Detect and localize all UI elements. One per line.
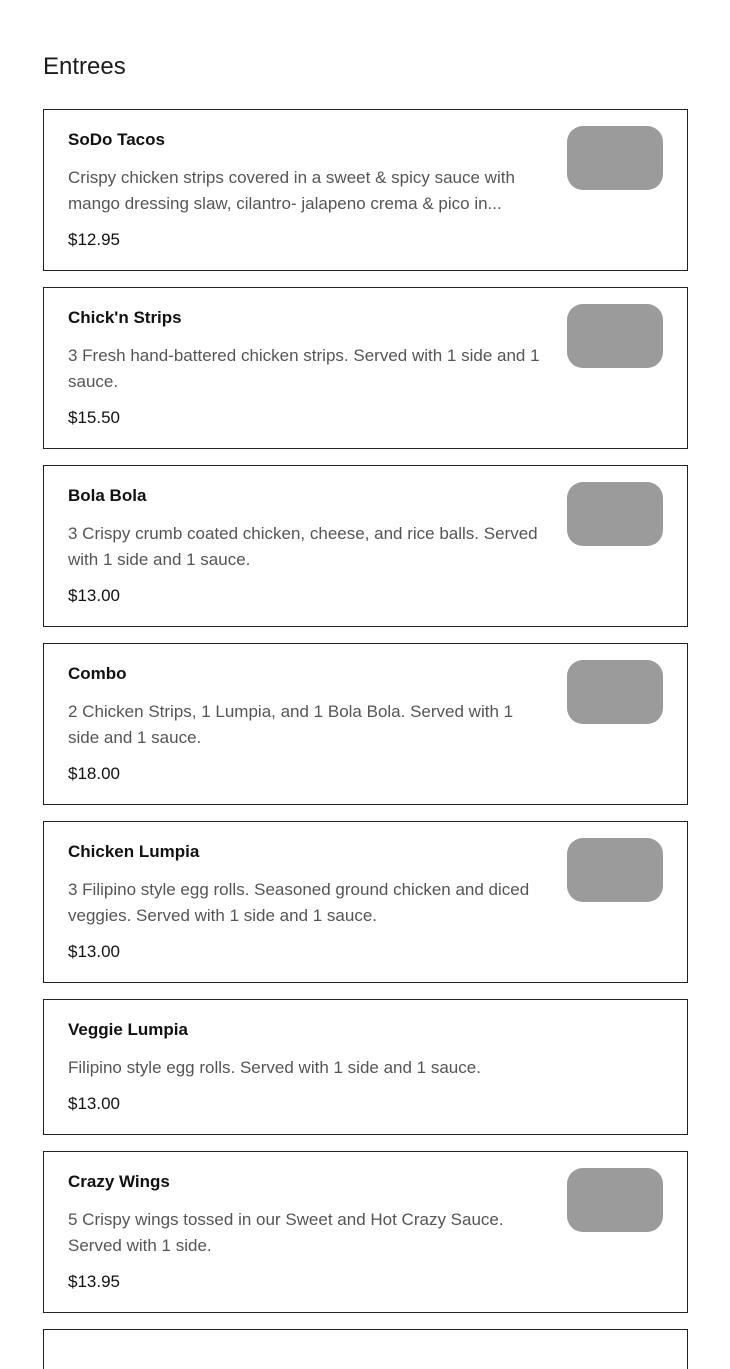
menu-item-image-placeholder [567,838,663,902]
menu-item-image-placeholder [567,660,663,724]
menu-item-card-partial[interactable] [43,1329,688,1369]
menu-item-text [68,1171,546,1293]
menu-item-price: $13.95 [68,1272,120,1291]
menu-item-list [43,109,688,1369]
menu-item-name: SoDo Tacos [68,130,165,149]
menu-item-card[interactable] [43,287,688,449]
menu-item-name: Crazy Wings [68,1172,170,1191]
menu-item-text [68,485,546,607]
menu-item-text [68,841,546,963]
section-title-entrees: Entrees [43,53,126,80]
menu-item-name: Chicken Lumpia [68,842,200,861]
menu-item-text [68,1019,648,1115]
menu-item-name: Combo [68,664,127,683]
menu-item-price: $15.50 [68,408,120,427]
menu-item-description: 2 Chicken Strips, 1 Lumpia, and 1 Bola Bola. Served with 1 side and 1 sauce. [68,702,514,747]
menu-item-image-placeholder [567,1168,663,1232]
menu-item-description: Filipino style egg rolls. Served with 1 side and 1 sauce. [68,1058,481,1077]
menu-item-card[interactable] [43,109,688,271]
menu-item-description: 3 Fresh hand-battered chicken strips. Served with 1 side and 1 sauce. [68,346,540,391]
menu-item-image-placeholder [567,304,663,368]
menu-item-name: Chick'n Strips [68,308,182,327]
menu-item-name: Veggie Lumpia [68,1020,188,1039]
menu-item-price: $18.00 [68,764,120,783]
menu-item-price: $13.00 [68,942,120,961]
menu-item-description: 5 Crispy wings tossed in our Sweet and Hot Crazy Sauce. Served with 1 side. [68,1210,504,1255]
menu-item-card[interactable] [43,1151,688,1313]
menu-item-price: $13.00 [68,586,120,605]
menu-item-card[interactable] [43,643,688,805]
menu-item-image-placeholder [567,482,663,546]
menu-item-card[interactable] [43,821,688,983]
menu-item-price: $12.95 [68,230,120,249]
menu-item-description: 3 Filipino style egg rolls. Seasoned ground chicken and diced veggies. Served with 1 side and 1 sauce. [68,880,530,925]
menu-item-text [68,307,546,429]
menu-item-description: Crispy chicken strips covered in a sweet & spicy sauce with mango dressing slaw, cilantro- jalapeno crema & pico in... [68,168,515,213]
menu-item-description: 3 Crispy crumb coated chicken, cheese, and rice balls. Served with 1 side and 1 sauce. [68,524,538,569]
menu-item-name: Bola Bola [68,486,147,505]
menu-item-image-placeholder [567,126,663,190]
menu-item-text [68,129,546,251]
menu-item-price: $13.00 [68,1094,120,1113]
menu-item-text [68,663,546,785]
menu-item-card[interactable] [43,465,688,627]
menu-item-card[interactable] [43,999,688,1135]
